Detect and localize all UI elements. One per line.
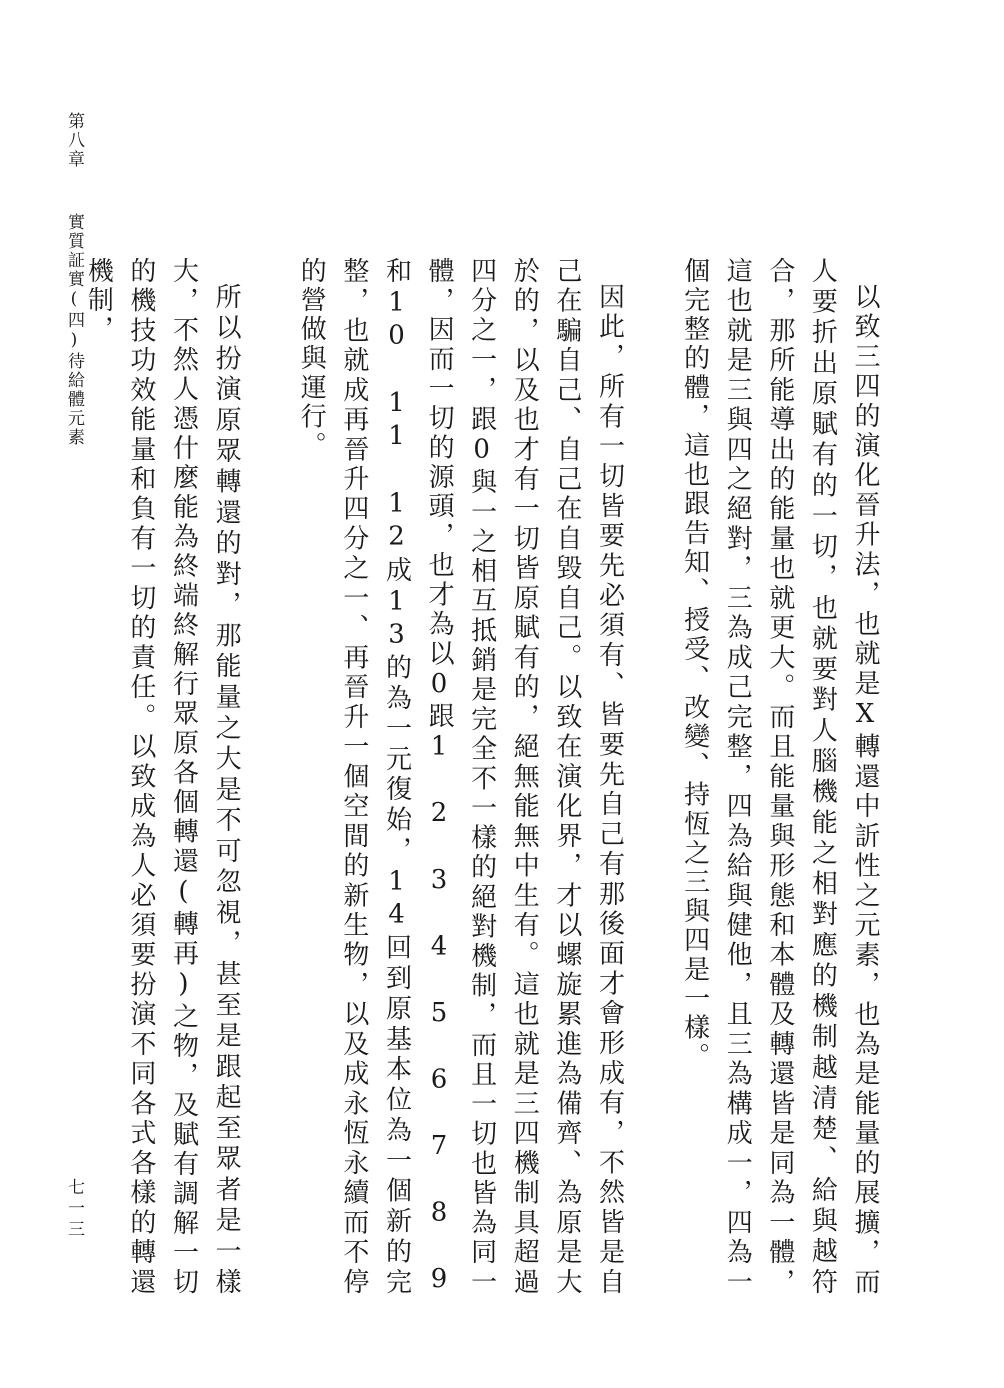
page-number: 七一三 — [64, 1178, 84, 1241]
chapter-title: 實質証實(四)待給體元素 — [64, 213, 84, 447]
chapter-label: 第八章 — [64, 112, 84, 169]
main-text — [77, 257, 886, 1297]
paragraph-3: 所以扮演原眾轉還的對，那能量之大是不可忽視，甚至是跟起至眾者是一樣大，不然人憑什麼能為終端終解行眾原各個轉還(轉再)之物，及賦有調解一切的機技功效能量和負有一切的責任。以致成為人必須要扮演不同各式各樣的轉還機制， — [83, 257, 242, 1297]
paragraph-1: 以致三四的演化晉升法，也就是X轉還中訢性之元素，也為是能量的展擴，而人要折出原賦有的一切，也就要對人腦機能之相對應的機制越清楚、給與越符合，那所能導出的能量也就更大。而且能量與形態和本體及轉還皆是同為一體，這也就是三與四之絕對，三為成己完整，四為給與健他，且三為構成一，四為一個完整的體，這也跟告知、授受、改變、持恆之三與四是一樣。 — [679, 257, 880, 1297]
paragraph-2: 因此，所有一切皆要先必須有、皆要先自己有那後面才會形成有，不然皆是自己在騙自己、自己在自毀自己。以致在演化界，才以螺旋累進為備齊、為原是大於的，以及也才有一切皆原賦有的，絕無能無中生有。這也就是三四機制具超過四分之一，跟0與一之相互抵銷是完全不一樣的絕對機制，而且一切也皆為同一體，因而一切的源頭，也才為以0跟1 2 3 4 5 6 7 8 9和10 11 12成13的為一元復始，14回到原基本位為一個新的完整，也就成再晉升四分之一、再晉升一個空間的新生物，以及成永恆永續而不停的營做與運行。 — [296, 257, 625, 1297]
